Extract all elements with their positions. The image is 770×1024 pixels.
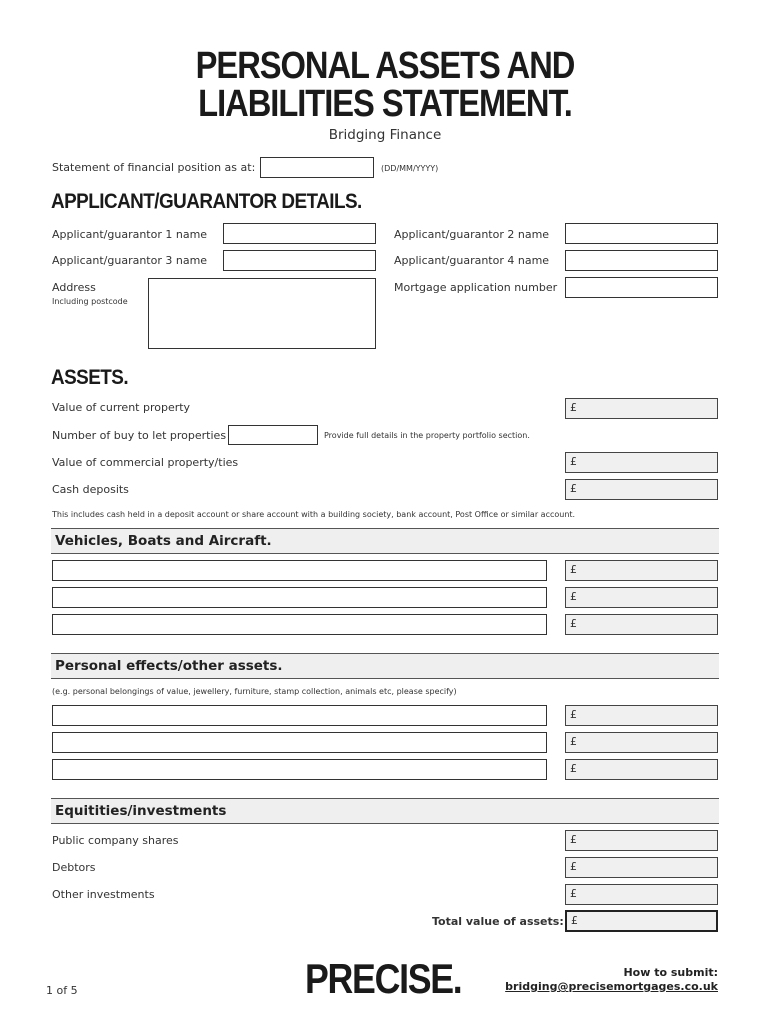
guarantor-1-input[interactable] <box>223 223 376 244</box>
public-shares-label: Public company shares <box>52 834 179 847</box>
current-property-input[interactable] <box>565 398 718 419</box>
submit-email-link[interactable]: bridging@precisemortgages.co.uk <box>505 980 718 993</box>
address-hint: Including postcode <box>52 297 128 306</box>
vehicle-value-input-3[interactable] <box>565 614 718 635</box>
guarantor-3-input[interactable] <box>223 250 376 271</box>
personal-effect-value-input-1[interactable] <box>565 705 718 726</box>
personal-effect-value-input-2[interactable] <box>565 732 718 753</box>
mortgage-number-input[interactable] <box>565 277 718 298</box>
vehicle-value-input-1[interactable] <box>565 560 718 581</box>
debtors-label: Debtors <box>52 861 96 874</box>
commercial-property-input[interactable] <box>565 452 718 473</box>
cash-deposits-input[interactable] <box>565 479 718 500</box>
equities-section-band <box>51 798 719 824</box>
other-investments-label: Other investments <box>52 888 155 901</box>
address-label: Address <box>52 281 96 294</box>
statement-date-input[interactable] <box>260 157 374 178</box>
total-assets-input[interactable] <box>565 910 718 932</box>
personal-effects-note: (e.g. personal belongings of value, jewellery, furniture, stamp collection, animals etc, please specify) <box>52 687 457 696</box>
vehicle-description-input-3[interactable] <box>52 614 547 635</box>
page-number: 1 of 5 <box>46 984 78 997</box>
mortgage-number-label: Mortgage application number <box>394 281 558 294</box>
personal-effect-description-input-3[interactable] <box>52 759 547 780</box>
currency-symbol: £ <box>570 735 577 748</box>
public-shares-input[interactable] <box>565 830 718 851</box>
vehicle-value-input-2[interactable] <box>565 587 718 608</box>
other-investments-input[interactable] <box>565 884 718 905</box>
currency-symbol: £ <box>570 455 577 468</box>
btl-count-input[interactable] <box>228 425 318 445</box>
cash-deposits-note: This includes cash held in a deposit account or share account with a building society, bank account, Post Office or similar account. <box>52 510 576 519</box>
submit-label: How to submit: <box>623 966 718 979</box>
vehicle-description-input-1[interactable] <box>52 560 547 581</box>
personal-effects-section-band <box>51 653 719 679</box>
address-textarea[interactable] <box>148 278 376 349</box>
guarantor-3-label: Applicant/guarantor 3 name <box>52 254 208 267</box>
currency-symbol: £ <box>570 590 577 603</box>
btl-count-label: Number of buy to let properties <box>52 429 227 442</box>
page-subtitle: Bridging Finance <box>328 127 442 143</box>
assets-section-heading: ASSETS. <box>51 366 129 389</box>
guarantor-4-input[interactable] <box>565 250 718 271</box>
personal-effect-value-input-3[interactable] <box>565 759 718 780</box>
commercial-property-label: Value of commercial property/ties <box>52 456 239 469</box>
guarantor-1-label: Applicant/guarantor 1 name <box>52 228 208 241</box>
vehicles-heading: Vehicles, Boats and Aircraft. <box>55 533 272 549</box>
current-property-label: Value of current property <box>52 401 191 414</box>
precise-logo: PRECISE. <box>305 955 462 1002</box>
personal-effects-heading: Personal effects/other assets. <box>55 658 283 674</box>
applicant-section-heading: APPLICANT/GUARANTOR DETAILS. <box>51 190 362 213</box>
guarantor-4-label: Applicant/guarantor 4 name <box>394 254 550 267</box>
debtors-input[interactable] <box>565 857 718 878</box>
date-format-hint: (DD/MM/YYYY) <box>381 164 439 173</box>
page-title-line-1: PERSONAL ASSETS AND <box>195 45 575 87</box>
personal-effect-description-input-1[interactable] <box>52 705 547 726</box>
vehicle-description-input-2[interactable] <box>52 587 547 608</box>
statement-date-label: Statement of financial position as at: <box>52 161 256 174</box>
currency-symbol: £ <box>570 617 577 630</box>
equities-heading: Equitities/investments <box>55 803 227 819</box>
total-assets-label: Total value of assets: <box>432 915 564 928</box>
currency-symbol: £ <box>570 563 577 576</box>
cash-deposits-label: Cash deposits <box>52 483 129 496</box>
currency-symbol: £ <box>570 860 577 873</box>
guarantor-2-label: Applicant/guarantor 2 name <box>394 228 550 241</box>
currency-symbol: £ <box>570 482 577 495</box>
currency-symbol: £ <box>570 762 577 775</box>
currency-symbol: £ <box>570 401 577 414</box>
currency-symbol: £ <box>570 887 577 900</box>
page-title-line-2: LIABILITIES STATEMENT. <box>198 83 572 125</box>
guarantor-2-input[interactable] <box>565 223 718 244</box>
currency-symbol: £ <box>570 833 577 846</box>
currency-symbol: £ <box>571 914 578 927</box>
personal-effect-description-input-2[interactable] <box>52 732 547 753</box>
currency-symbol: £ <box>570 708 577 721</box>
vehicles-section-band <box>51 528 719 554</box>
btl-hint: Provide full details in the property portfolio section. <box>324 431 530 440</box>
